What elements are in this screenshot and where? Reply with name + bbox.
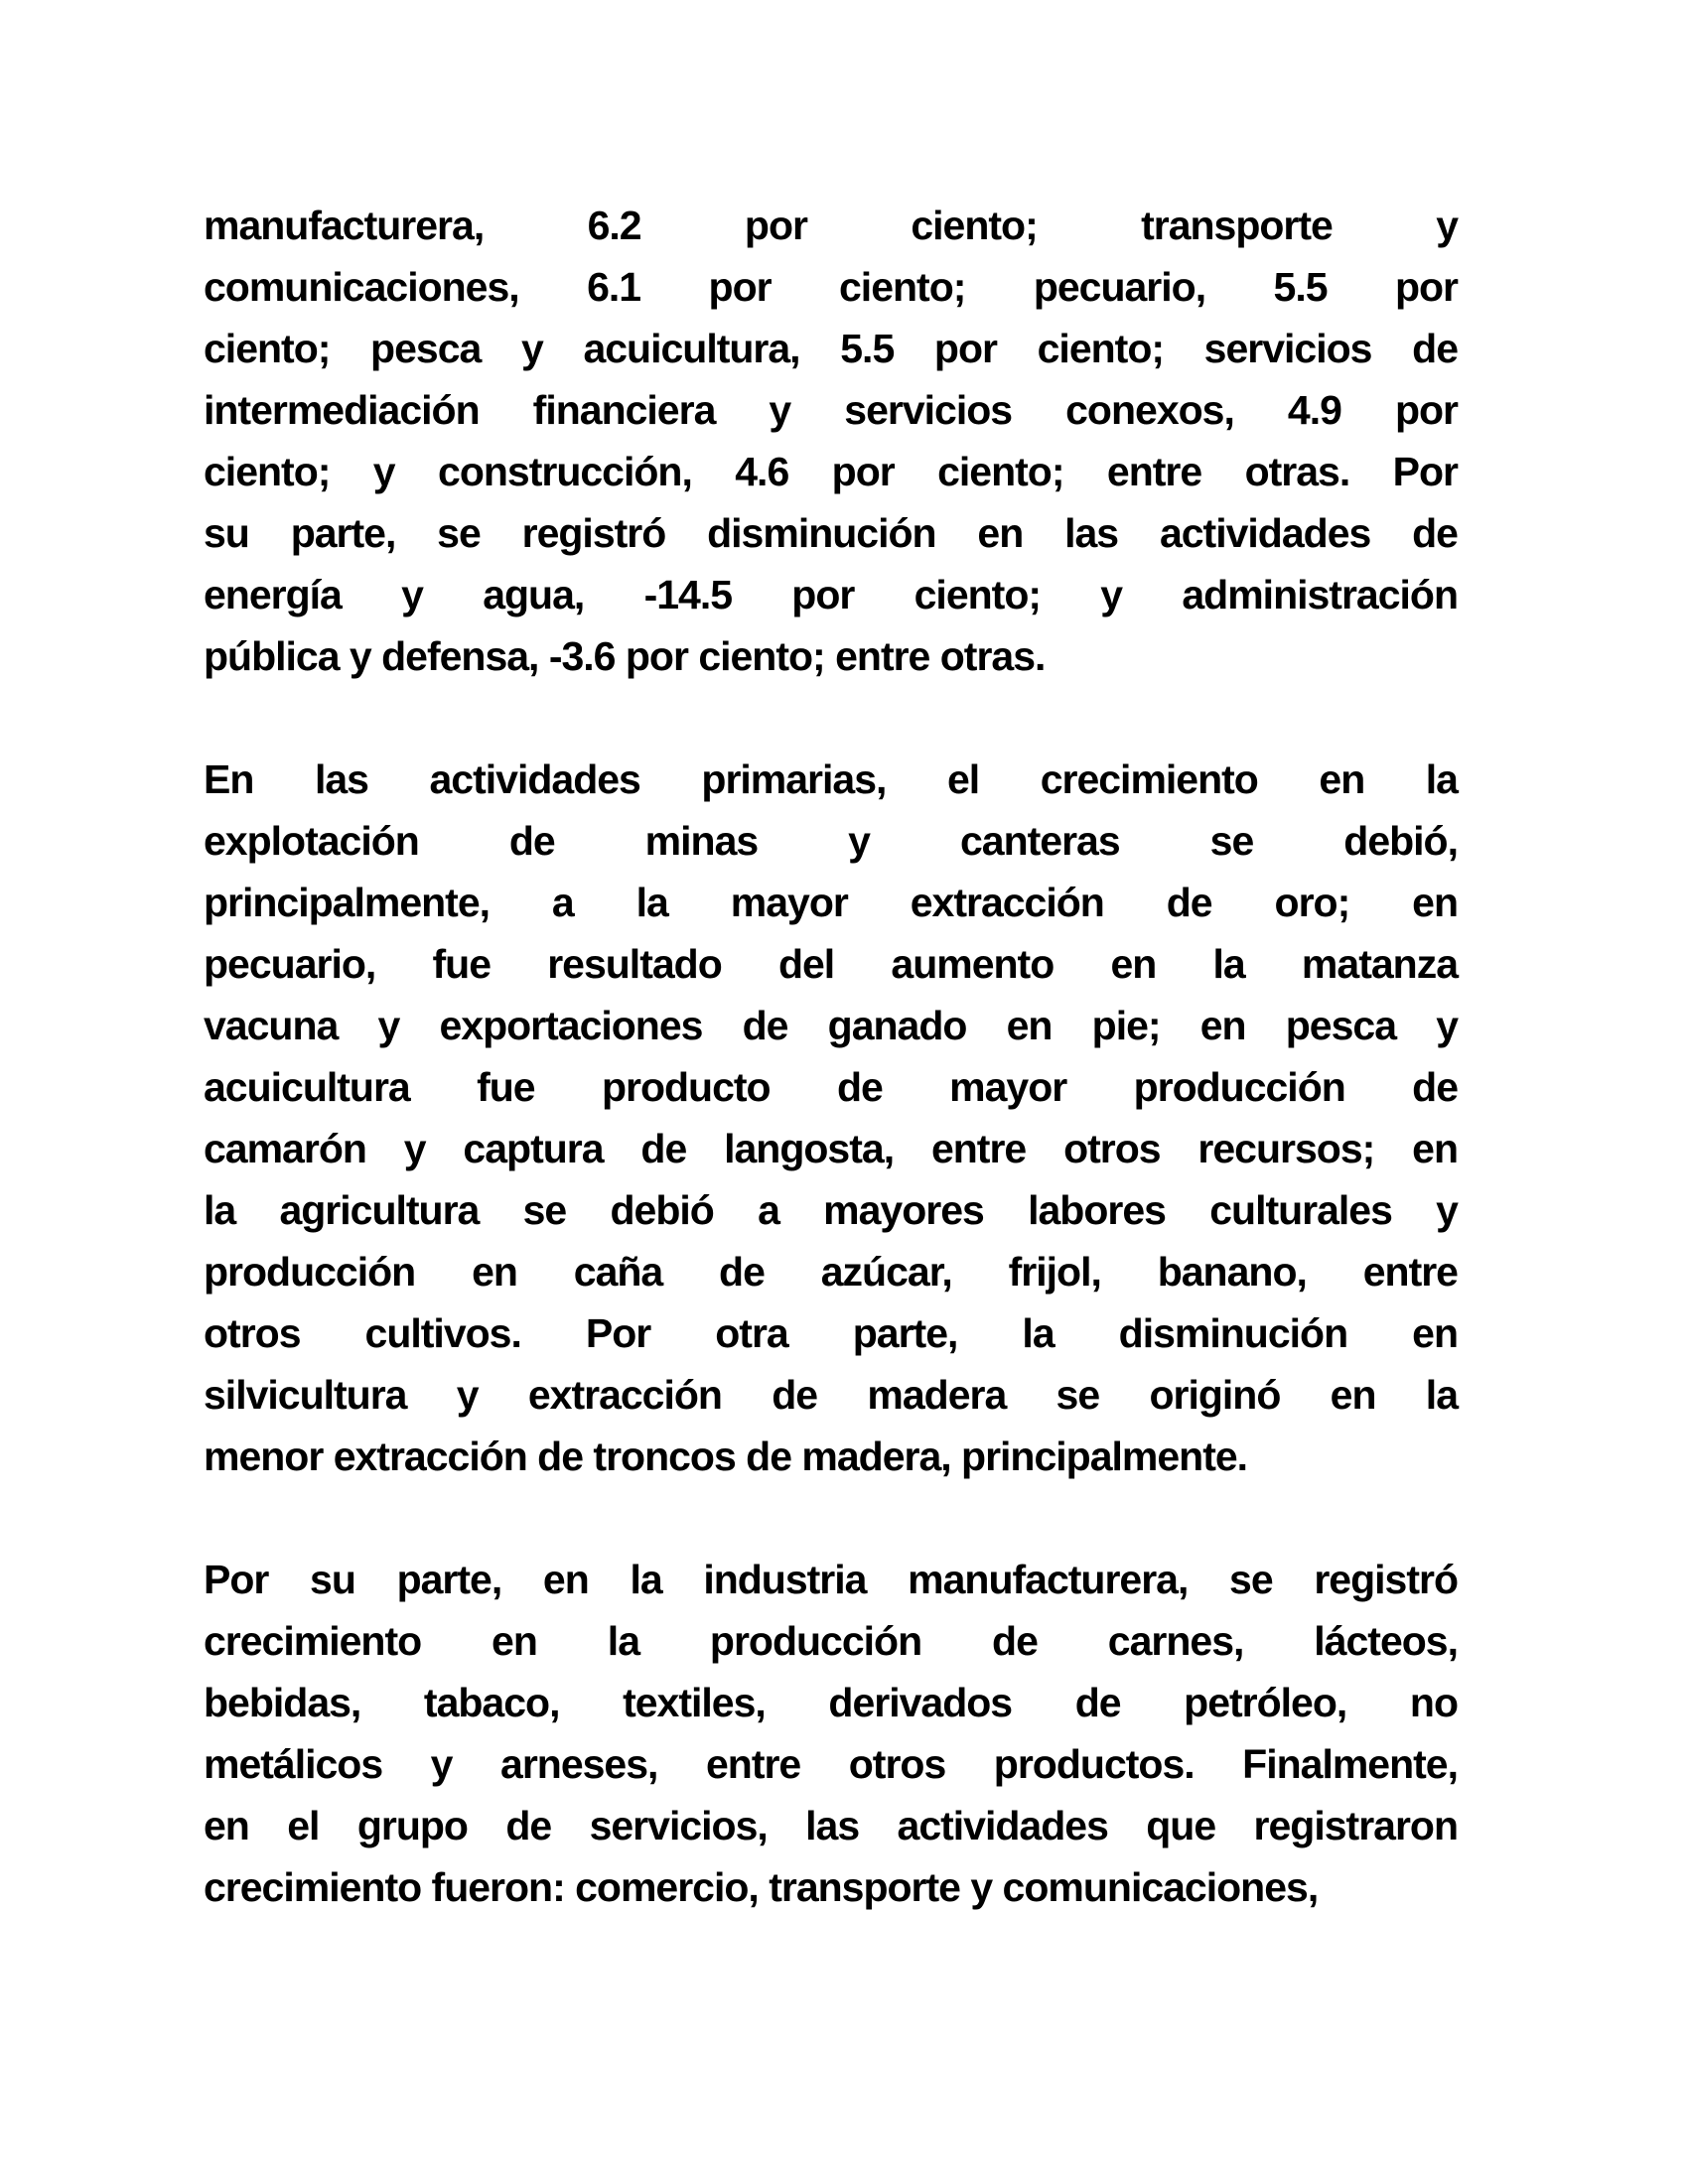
paragraph-2	[204, 749, 1458, 1487]
text-line: metálicos y arneses, entre otros productos. Finalmente,	[204, 1741, 1458, 1787]
text-line: otros cultivos. Por otra parte, la disminución en	[204, 1310, 1458, 1356]
text-line: crecimiento fueron: comercio, transporte y comunicaciones,	[204, 1864, 1319, 1910]
paragraph-3	[204, 1549, 1458, 1918]
text-line: pública y defensa, -3.6 por ciento; entre otras.	[204, 633, 1046, 679]
text-line: menor extracción de troncos de madera, principalmente.	[204, 1433, 1248, 1479]
text-line: su parte, se registró disminución en las actividades de	[204, 510, 1458, 556]
text-line: la agricultura se debió a mayores labores culturales y	[204, 1187, 1458, 1233]
text-line: ciento; y construcción, 4.6 por ciento; entre otras. Por	[204, 449, 1458, 494]
text-line: silvicultura y extracción de madera se originó en la	[204, 1372, 1458, 1418]
text-line: Por su parte, en la industria manufacturera, se registró	[204, 1557, 1458, 1602]
text-line: producción en caña de azúcar, frijol, banano, entre	[204, 1249, 1458, 1295]
text-line: principalmente, a la mayor extracción de oro; en	[204, 880, 1458, 925]
text-line: crecimiento en la producción de carnes, lácteos,	[204, 1618, 1458, 1664]
paragraph-1	[204, 195, 1458, 687]
text-line: intermediación financiera y servicios conexos, 4.9 por	[204, 387, 1458, 433]
text-line: pecuario, fue resultado del aumento en la matanza	[204, 941, 1458, 987]
text-line: camarón y captura de langosta, entre otros recursos; en	[204, 1126, 1458, 1171]
text-line: En las actividades primarias, el crecimiento en la	[204, 756, 1458, 802]
text-line: vacuna y exportaciones de ganado en pie; en pesca y	[204, 1003, 1458, 1048]
text-line: explotación de minas y canteras se debió,	[204, 818, 1458, 864]
text-line: manufacturera, 6.2 por ciento; transporte y	[204, 203, 1458, 248]
text-line: comunicaciones, 6.1 por ciento; pecuario, 5.5 por	[204, 264, 1458, 310]
text-line: acuicultura fue producto de mayor producción de	[204, 1064, 1458, 1110]
text-line: en el grupo de servicios, las actividades que registraron	[204, 1803, 1458, 1848]
document-body	[204, 195, 1458, 1918]
text-line: bebidas, tabaco, textiles, derivados de petróleo, no	[204, 1680, 1458, 1725]
text-line: ciento; pesca y acuicultura, 5.5 por ciento; servicios de	[204, 326, 1458, 371]
text-line: energía y agua, -14.5 por ciento; y administración	[204, 572, 1458, 617]
